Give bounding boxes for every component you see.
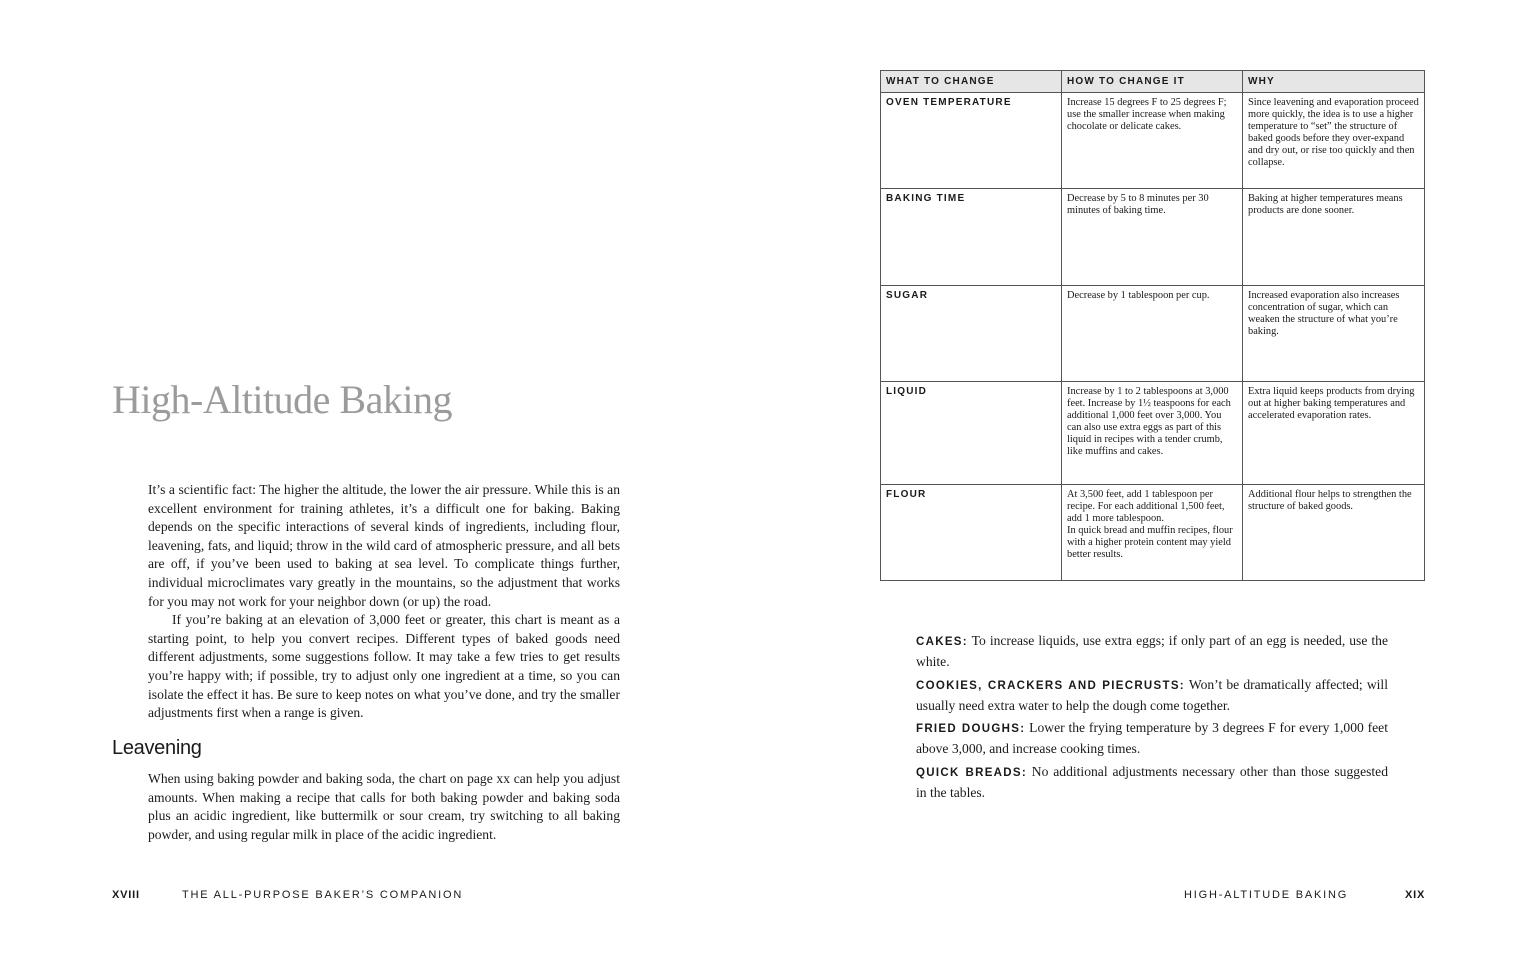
leavening-heading: Leavening xyxy=(112,737,202,759)
note-label: FRIED DOUGHS: xyxy=(916,723,1026,735)
note-text: Won’t be dramatically affected; will usually need extra water to help the dough come together. xyxy=(916,676,1388,713)
intro-paragraph-2: If you’re baking at an elevation of 3,000 feet or greater, this chart is meant as a starting point, to help you convert recipes. Different types of baked goods need different adjustments, some suggestions follow. It may take a few tries to get results you’re happy with; if possible, try to adjust only one ingredient at a time, so you can isolate the effect it has. Be sure to keep notes on what you’ve done, and try the smaller adjustments first when a range is given. xyxy=(148,612,620,721)
row-label: SUGAR xyxy=(881,286,1062,382)
row-how: Increase 15 degrees F to 25 degrees F; use the smaller increase when making chocolate or delicate cakes. xyxy=(1062,93,1243,189)
row-label: LIQUID xyxy=(881,382,1062,485)
intro-paragraph-1: It’s a scientific fact: The higher the altitude, the lower the air pressure. While this is an excellent environment for training athletes, it’s a difficult one for baking. Baking depends on the specific interactions of several kinds of ingredients, including flour, leavening, fats, and liquid; throw in the wild card of atmospheric pressure, and all bets are off, if you’ve been used to baking at sea level. To complicate things further, individual microclimates vary greatly in the mountains, so the adjustment that works for you may not work for your neighbor down (or up) the road. xyxy=(148,482,620,609)
row-label: OVEN TEMPERATURE xyxy=(881,93,1062,189)
header-why: WHY xyxy=(1243,71,1425,93)
row-label: BAKING TIME xyxy=(881,189,1062,286)
high-altitude-chart xyxy=(880,70,1425,581)
note-fried-doughs xyxy=(916,718,1388,758)
row-how: Decrease by 5 to 8 minutes per 30 minutes of baking time. xyxy=(1062,189,1243,286)
note-label: COOKIES, CRACKERS AND PIECRUSTS: xyxy=(916,679,1185,692)
row-how: Increase by 1 to 2 tablespoons at 3,000 feet. Increase by 1½ teaspoons for each additional 1,000 feet over 3,000. You can also use extra eggs as part of this liquid in recipes with a tender crumb, like muffins and cakes. xyxy=(1062,382,1243,485)
header-what-to-change: WHAT TO CHANGE xyxy=(881,71,1062,93)
leavening-paragraph: When using baking powder and baking soda, the chart on page xx can help you adjust amounts. When making a recipe that calls for both baking powder and baking soda plus an acidic ingredient, like buttermilk or sour cream, try switching to all baking powder, and using regular milk in place of the acidic ingredient. xyxy=(148,771,620,842)
adjustment-notes xyxy=(916,631,1388,805)
row-why: Since leavening and evaporation proceed more quickly, the idea is to use a higher temperature to “set” the structure of baked goods before they over-expand and dry out, or rise too quickly and then collapse. xyxy=(1243,93,1425,189)
note-text: Lower the frying temperature by 3 degrees F for every 1,000 feet above 3,000, and increase cooking times. xyxy=(916,720,1388,756)
note-text: No additional adjustments necessary other than those suggested in the tables. xyxy=(916,763,1388,800)
note-quick-breads xyxy=(916,762,1388,802)
row-label: FLOUR xyxy=(881,485,1062,581)
table-row xyxy=(881,93,1425,189)
table-row xyxy=(881,485,1425,581)
note-text: To increase liquids, use extra eggs; if only part of an egg is needed, use the white. xyxy=(916,633,1388,669)
row-why: Extra liquid keeps products from drying out at higher baking temperatures and accelerated evaporation rates. xyxy=(1243,382,1425,485)
folio-number-right: XIX xyxy=(1405,889,1426,901)
row-how-line-2: In quick bread and muffin recipes, flour with a higher protein content may yield better results. xyxy=(1067,525,1233,560)
page-title: High-Altitude Baking xyxy=(112,377,452,422)
folio-number-left: XVIII xyxy=(112,889,140,901)
note-label: QUICK BREADS: xyxy=(916,766,1027,779)
header-how-to-change-it: HOW TO CHANGE IT xyxy=(1062,71,1243,93)
row-why: Increased evaporation also increases concentration of sugar, which can weaken the structure of what you’re baking. xyxy=(1243,286,1425,382)
row-how: Decrease by 1 tablespoon per cup. xyxy=(1062,286,1243,382)
table-row xyxy=(881,189,1425,286)
row-why: Additional flour helps to strengthen the structure of baked goods. xyxy=(1243,485,1425,581)
row-why: Baking at higher temperatures means products are done sooner. xyxy=(1243,189,1425,286)
table-header-row xyxy=(881,71,1425,93)
leavening-text xyxy=(148,770,620,844)
note-label: CAKES: xyxy=(916,636,968,648)
intro-text xyxy=(148,481,620,723)
table-row xyxy=(881,382,1425,485)
note-cookies xyxy=(916,675,1388,715)
note-cakes xyxy=(916,631,1388,671)
right-page xyxy=(768,0,1536,960)
row-how-line-1: At 3,500 feet, add 1 tablespoon per recipe. For each additional 1,500 feet, add 1 more tablespoon. xyxy=(1067,489,1225,524)
running-head-left: THE ALL-PURPOSE BAKER’S COMPANION xyxy=(182,889,464,901)
row-how xyxy=(1062,485,1243,581)
table-row xyxy=(881,286,1425,382)
running-head-right: HIGH-ALTITUDE BAKING xyxy=(1184,889,1349,901)
